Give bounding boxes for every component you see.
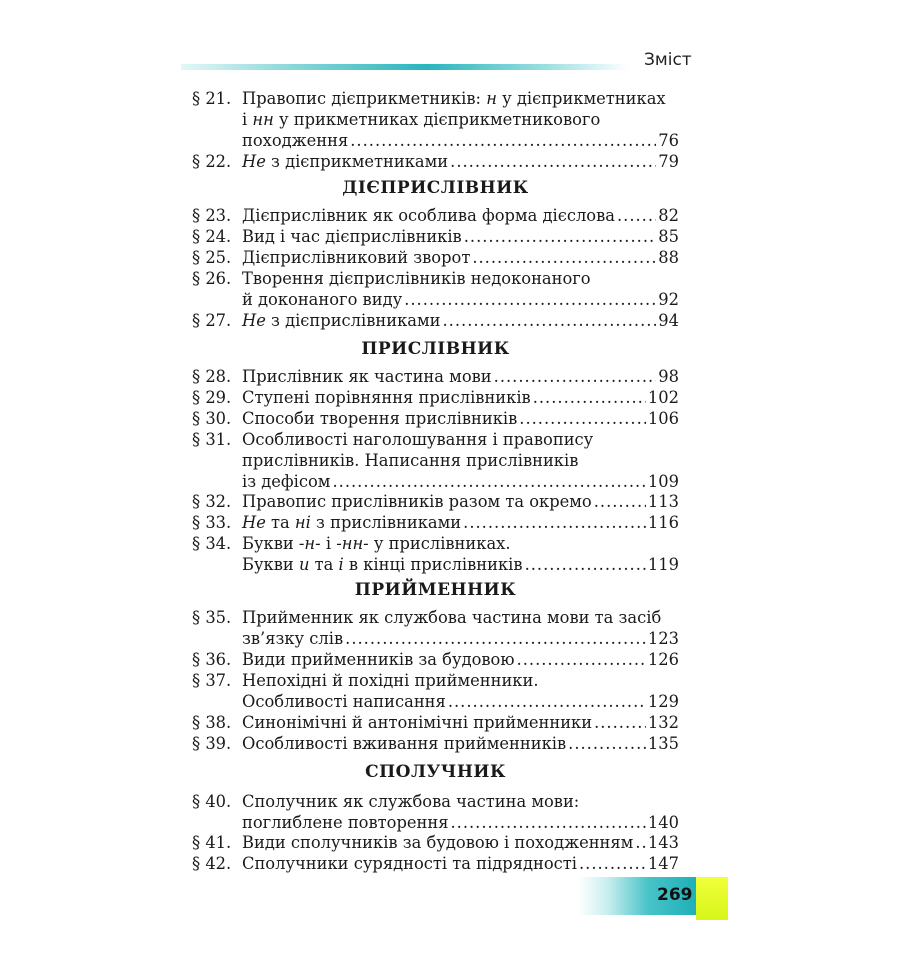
section-heading: ДІЄПРИСЛІВНИК [342, 178, 529, 198]
toc-entry-number: § 42. [192, 854, 232, 873]
toc-entry-text [242, 491, 679, 512]
dot-leader [635, 832, 646, 853]
toc-entry-text [242, 853, 679, 874]
dot-leader [463, 512, 646, 533]
dot-leader [448, 691, 646, 712]
toc-entry-line: Непохідні й похідні прийменники. [242, 671, 539, 690]
toc-entry-number: § 39. [192, 734, 232, 753]
toc-entry-text [242, 733, 679, 754]
toc-entry-title: Не з дієприкметниками [242, 152, 449, 171]
toc-entry-page: 135 [647, 734, 679, 753]
dot-leader [594, 712, 646, 733]
toc-entry-page: 119 [647, 555, 679, 574]
toc-entry-number: § 30. [192, 409, 232, 428]
toc-entry-number: § 37. [192, 671, 232, 690]
toc-entry-text [242, 791, 679, 833]
toc-entry-page: 79 [658, 152, 679, 171]
toc-entry-text [242, 387, 679, 408]
page-header-title: Зміст [644, 50, 692, 70]
section-heading: СПОЛУЧНИК [365, 762, 506, 782]
toc-entry-page: 109 [647, 472, 679, 491]
toc-entry-title: поглиблене повторення [242, 813, 449, 832]
dot-leader [443, 310, 657, 331]
dot-leader [345, 628, 646, 649]
toc-entry-title: Не з дієприслівниками [242, 311, 441, 330]
toc-entry-number: § 34. [192, 534, 232, 553]
toc-entry-number: § 23. [192, 206, 232, 225]
toc-entry-title: Синонімічні й антонімічні прийменники [242, 713, 593, 732]
toc-entry-page: 113 [647, 492, 679, 511]
toc-entry-title: Дієприслівник як особлива форма дієслова [242, 206, 615, 225]
dot-leader [617, 205, 656, 226]
toc-entry-number: § 27. [192, 311, 232, 330]
dot-leader [533, 387, 646, 408]
toc-entry-title: Особливості написання [242, 692, 446, 711]
header-rule [181, 64, 629, 70]
dot-leader [404, 289, 656, 310]
toc-entry-text [242, 226, 679, 247]
toc-entry-text [242, 607, 679, 649]
toc-entry-number: § 22. [192, 152, 232, 171]
toc-entry-page: 88 [658, 248, 679, 267]
toc-entry-title: Вид і час дієприслівників [242, 227, 462, 246]
toc-entry-line: Прийменник як службова частина мови та засіб [242, 608, 662, 627]
toc-entry-title: Сполучники сурядності та підрядності [242, 854, 577, 873]
toc-entry-title: Не та ні з прислівниками [242, 513, 462, 532]
toc-entry-text [242, 366, 679, 387]
toc-entry-title: Прислівник як частина мови [242, 367, 492, 386]
dot-leader [579, 853, 646, 874]
section-heading: ПРИСЛІВНИК [361, 339, 510, 359]
toc-entry-text [242, 205, 679, 226]
toc-entry-number: § 21. [192, 89, 232, 108]
toc-entry-title: походження [242, 131, 349, 150]
toc-entry-number: § 26. [192, 269, 232, 288]
toc-entry-title: Види сполучників за будовою і походженням [242, 833, 634, 852]
toc-entry-text [242, 268, 679, 310]
dot-leader [332, 471, 645, 492]
toc-entry-text [242, 151, 679, 172]
toc-entry-page: 94 [658, 311, 679, 330]
toc-entry-page: 143 [647, 833, 679, 852]
dot-leader [464, 226, 657, 247]
dot-leader [350, 130, 656, 151]
toc-entry-title: із дефісом [242, 472, 331, 491]
toc-entry-line: і нн у прикметниках дієприкметникового [242, 110, 601, 129]
toc-entry-line: Сполучник як службова частина мови: [242, 792, 580, 811]
toc-entry-number: § 28. [192, 367, 232, 386]
toc-entry-page: 123 [647, 629, 679, 648]
toc-entry-title: Способи творення прислівників [242, 409, 518, 428]
toc-entry-line: Особливості наголошування і правопису [242, 430, 594, 449]
toc-entry-page: 147 [647, 854, 679, 873]
toc-entry-text [242, 310, 679, 331]
toc-entry-line: Правопис дієприкметників: н у дієприкметниках [242, 89, 666, 108]
toc-entry-text [242, 512, 679, 533]
dot-leader [568, 733, 646, 754]
dot-leader [594, 491, 646, 512]
dot-leader [450, 151, 656, 172]
toc-entry-text [242, 247, 679, 268]
toc-entry-line: Букви -н- і -нн- у прислівниках. [242, 534, 511, 553]
toc-entry-number: § 35. [192, 608, 232, 627]
toc-entry-line: прислівників. Написання прислівників [242, 451, 579, 470]
toc-entry-title: Правопис прислівників разом та окремо [242, 492, 592, 511]
toc-entry-title: Ступені порівняння прислівників [242, 388, 531, 407]
dot-leader [494, 366, 657, 387]
toc-entry-number: § 29. [192, 388, 232, 407]
dot-leader [517, 649, 646, 670]
dot-leader [519, 408, 646, 429]
dot-leader [472, 247, 656, 268]
page-tab-marker [696, 877, 728, 920]
toc-entry-page: 132 [647, 713, 679, 732]
toc-entry-number: § 33. [192, 513, 232, 532]
toc-entry-number: § 25. [192, 248, 232, 267]
toc-entry-title: Дієприслівниковий зворот [242, 248, 471, 267]
toc-entry-title: Види прийменників за будовою [242, 650, 515, 669]
toc-entry-page: 102 [647, 388, 679, 407]
toc-entry-page: 116 [647, 513, 679, 532]
toc-entry-number: § 41. [192, 833, 232, 852]
toc-entry-text [242, 533, 679, 575]
page-number: 269 [657, 885, 693, 905]
toc-entry-page: 106 [647, 409, 679, 428]
toc-entry-text [242, 408, 679, 429]
toc-entry-page: 140 [647, 813, 679, 832]
toc-entry-text [242, 88, 679, 151]
toc-entry-number: § 32. [192, 492, 232, 511]
toc-entry-number: § 36. [192, 650, 232, 669]
toc-entry-page: 98 [658, 367, 679, 386]
toc-entry-title: й доконаного виду [242, 290, 403, 309]
toc-entry-title: Букви и та і в кінці прислівників [242, 555, 523, 574]
toc-entry-text [242, 649, 679, 670]
dot-leader [525, 554, 646, 575]
toc-entry-page: 126 [647, 650, 679, 669]
toc-entry-text [242, 670, 679, 712]
toc-entry-title: зв’язку слів [242, 629, 344, 648]
toc-entry-page: 82 [658, 206, 679, 225]
toc-entry-page: 129 [647, 692, 679, 711]
toc-entry-text [242, 429, 679, 492]
toc-entry-page: 76 [658, 131, 679, 150]
toc-entry-page: 85 [658, 227, 679, 246]
toc-entry-page: 92 [658, 290, 679, 309]
toc-entry-text [242, 712, 679, 733]
section-heading: ПРИЙМЕННИК [354, 580, 517, 600]
toc-entry-number: § 31. [192, 430, 232, 449]
toc-entry-number: § 24. [192, 227, 232, 246]
toc-entry-number: § 38. [192, 713, 232, 732]
toc-entry-text [242, 832, 679, 853]
toc-entry-title: Особливості вживання прийменників [242, 734, 567, 753]
toc-entry-number: § 40. [192, 792, 232, 811]
toc-entry-line: Творення дієприслівників недоконаного [242, 269, 591, 288]
dot-leader [450, 812, 645, 833]
